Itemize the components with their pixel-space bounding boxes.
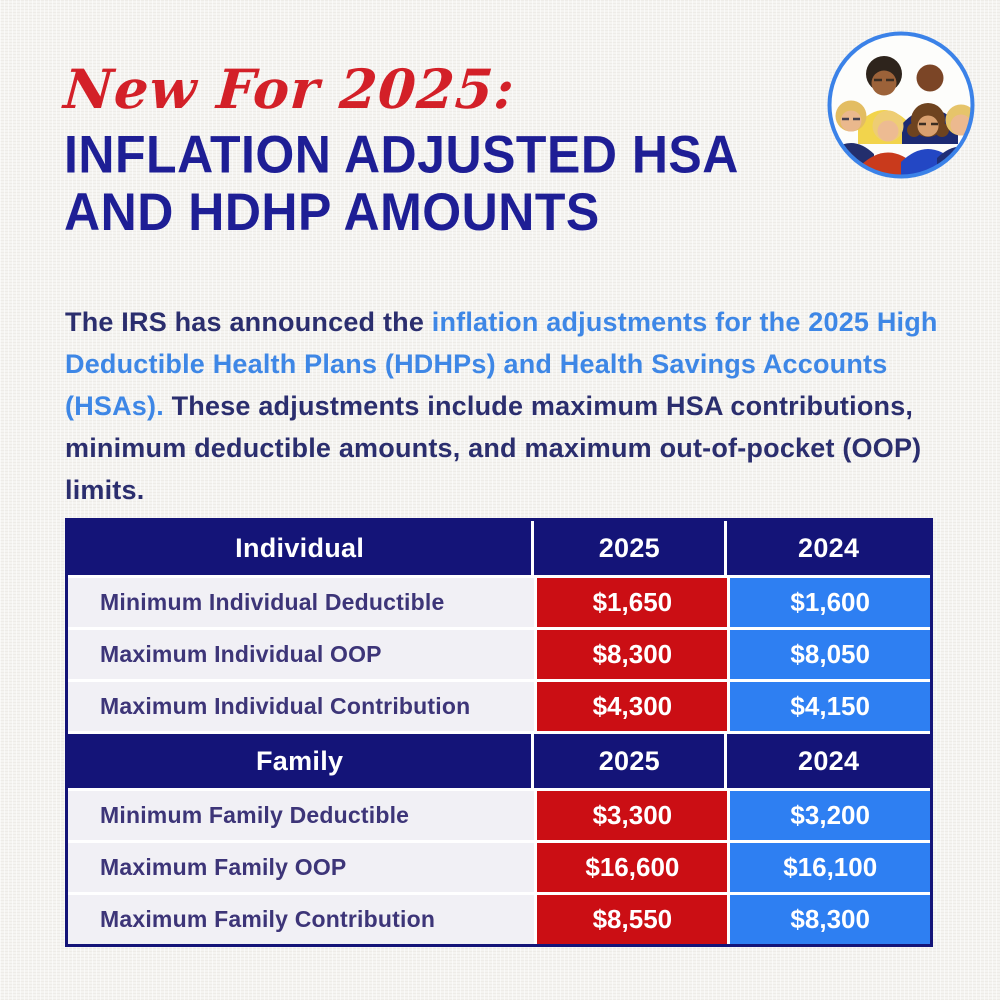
page-title [64, 126, 824, 240]
row-label-cell: Minimum Family Deductible [68, 791, 534, 840]
value-2024-cell: $3,200 [727, 791, 930, 840]
value-2025-cell: $1,650 [534, 578, 727, 627]
table-row [68, 840, 930, 892]
value-2025-cell: $8,300 [534, 630, 727, 679]
page-title-line1: INFLATION ADJUSTED HSA [64, 124, 739, 185]
hsa-amounts-table [65, 518, 933, 947]
intro-paragraph [65, 301, 943, 511]
value-2025-cell: $4,300 [534, 682, 727, 731]
section-header-row [68, 731, 930, 788]
row-label-cell: Maximum Family Contribution [68, 895, 534, 944]
value-2025-cell: $16,600 [534, 843, 727, 892]
value-2024-cell: $8,050 [727, 630, 930, 679]
section-header-2025: 2025 [534, 734, 727, 788]
value-2024-cell: $8,300 [727, 895, 930, 944]
section-header-label: Family [68, 734, 534, 788]
row-label-cell: Maximum Individual Contribution [68, 682, 534, 731]
section-header-label: Individual [68, 521, 534, 575]
section-header-2025: 2025 [534, 521, 727, 575]
table-row [68, 788, 930, 840]
eyebrow-heading: New For 2025: [61, 57, 518, 121]
intro-text-before: The IRS has announced the [65, 307, 432, 337]
team-photo [824, 28, 978, 182]
section-header-row [68, 521, 930, 575]
row-label-cell: Maximum Family OOP [68, 843, 534, 892]
table-row [68, 892, 930, 944]
table-row [68, 627, 930, 679]
row-label-cell: Minimum Individual Deductible [68, 578, 534, 627]
team-photo-icon [824, 28, 978, 182]
value-2024-cell: $4,150 [727, 682, 930, 731]
row-label-cell: Maximum Individual OOP [68, 630, 534, 679]
value-2024-cell: $1,600 [727, 578, 930, 627]
intro-text-after: These adjustments include maximum HSA contributions, minimum deductible amounts, and maximum out-of-pocket (OOP) limits. [65, 391, 922, 505]
section-header-2024: 2024 [727, 734, 930, 788]
value-2025-cell: $3,300 [534, 791, 727, 840]
page-title-line2: AND HDHP AMOUNTS [64, 182, 600, 242]
value-2025-cell: $8,550 [534, 895, 727, 944]
value-2024-cell: $16,100 [727, 843, 930, 892]
intro-highlight: inflation adjustments for the 2025 High Deductible Health Plans (HDHPs) and Health Savings Accounts (HSAs). [65, 307, 938, 421]
section-header-2024: 2024 [727, 521, 930, 575]
table-row [68, 679, 930, 731]
table-row [68, 575, 930, 627]
